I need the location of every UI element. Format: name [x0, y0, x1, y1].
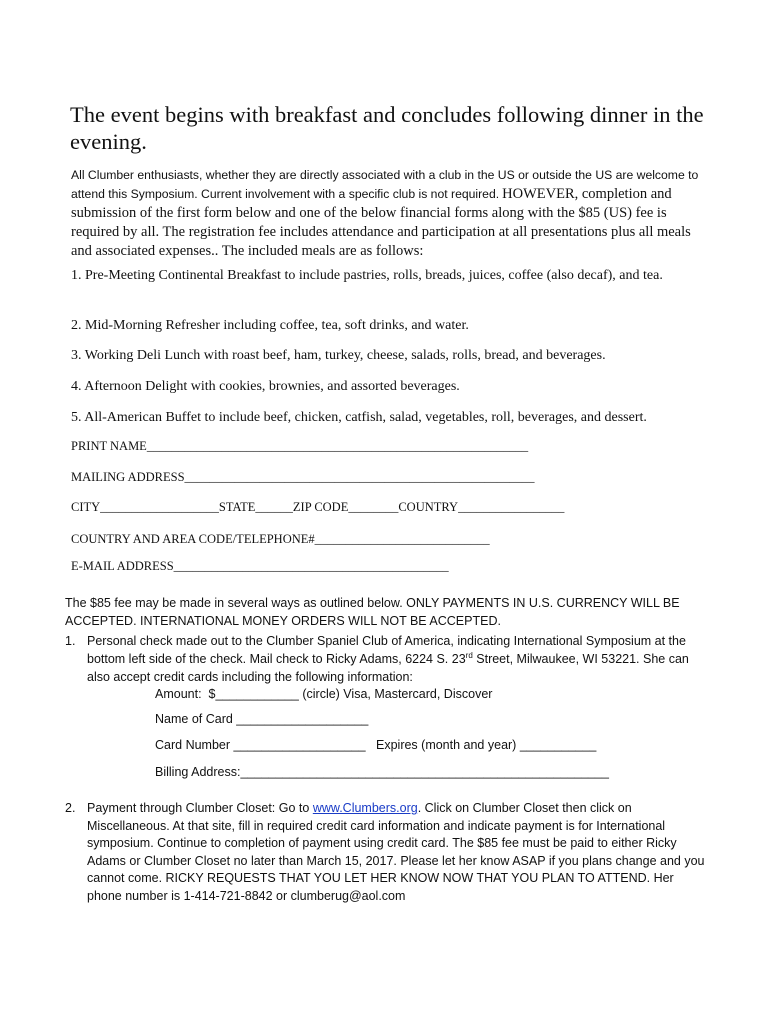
payment-option-1-text-b: Street, Milwaukee, WI 53221. She can also accept credit cards including the following information: — [87, 652, 689, 684]
card-number-field[interactable]: Card Number ___________________ Expires (month and year) ___________ — [155, 738, 597, 752]
payment-option-2-text-a: Payment through Clumber Closet: Go to — [87, 801, 313, 815]
payment-option-2 — [65, 800, 705, 905]
meal-item-3: 3. Working Deli Lunch with roast beef, ham, turkey, cheese, salads, rolls, bread, and beverages. — [71, 348, 606, 363]
payment-option-2-block — [65, 800, 705, 905]
amount-field[interactable]: Amount: $____________ (circle) Visa, Mastercard, Discover — [155, 687, 493, 701]
intro-sans-text: All Clumber enthusiasts, whether they are directly associated with a club in the US or outside the US are welcome to attend this Symposium. Current involvement with a specific club is not required. — [71, 168, 699, 201]
name-on-card-field[interactable]: Name of Card ___________________ — [155, 712, 369, 726]
intro-paragraph — [71, 166, 701, 261]
city-state-zip-country-field[interactable]: CITY___________________STATE______ZIP CODE________COUNTRY_________________ — [71, 500, 565, 514]
payment-intro: The $85 fee may be made in several ways as outlined below. ONLY PAYMENTS IN U.S. CURRENCY WILL BE ACCEPTED. INTERNATIONAL MONEY ORDERS WILL NOT BE ACCEPTED. — [65, 596, 680, 628]
print-name-field[interactable]: PRINT NAME_____________________________________________________________ — [71, 439, 529, 453]
payment-option-1-number: 1. — [65, 634, 76, 648]
meal-item-4: 4. Afternoon Delight with cookies, brownies, and assorted beverages. — [71, 379, 460, 394]
payment-option-1 — [65, 632, 705, 686]
email-field[interactable]: E-MAIL ADDRESS____________________________________________ — [71, 559, 449, 573]
event-heading: The event begins with breakfast and concludes following dinner in the evening. — [70, 102, 704, 154]
meal-item-1: 1. Pre-Meeting Continental Breakfast to include pastries, rolls, breads, juices, coffee (also decaf), and tea. — [71, 268, 663, 283]
payment-option-2-number: 2. — [65, 801, 76, 815]
mailing-address-field[interactable]: MAILING ADDRESS________________________________________________________ — [71, 470, 535, 484]
payment-option-2-text-b: . Click on Clumber Closet then click on Miscellaneous. At that site, fill in required credit card information and indicate payment is for International symposium. Continue to completion of payment using credit card. The $85 fee must be paid to either Ricky Adams or Clumber Closet no later than March 15, 2017. Please let her know ASAP if you plans change and you cannot come. RICKY REQUESTS THAT YOU LET HER KNOW NOW THAT YOU PLAN TO ATTEND. Her phone number is 1-414-721-8842 or clumberug@aol.com — [87, 801, 705, 903]
meal-item-5: 5. All-American Buffet to include beef, chicken, catfish, salad, vegetables, roll, beverages, and dessert. — [71, 410, 647, 425]
payment-section — [65, 594, 705, 686]
intro-serif-text: HOWEVER, completion and submission of the first form below and one of the below financial forms along with the $85 (US) fee is required by all. The registration fee includes attendance and participation at all presentations plus all meals and associated expenses.. The included meals are as follows: — [71, 186, 691, 259]
payment-option-1-sup: rd — [465, 650, 473, 660]
clumbers-website-link[interactable]: www.Clumbers.org — [312, 801, 418, 815]
billing-address-field[interactable]: Billing Address:_____________________________________________________ — [155, 765, 609, 779]
telephone-field[interactable]: COUNTRY AND AREA CODE/TELEPHONE#____________________________ — [71, 532, 490, 546]
payment-option-1-text-a: Personal check made out to the Clumber Spaniel Club of America, indicating International Symposium at the bottom left side of the check. Mail check to Ricky Adams, 6224 S. 23 — [87, 634, 686, 666]
meal-item-2: 2. Mid-Morning Refresher including coffee, tea, soft drinks, and water. — [71, 318, 469, 333]
